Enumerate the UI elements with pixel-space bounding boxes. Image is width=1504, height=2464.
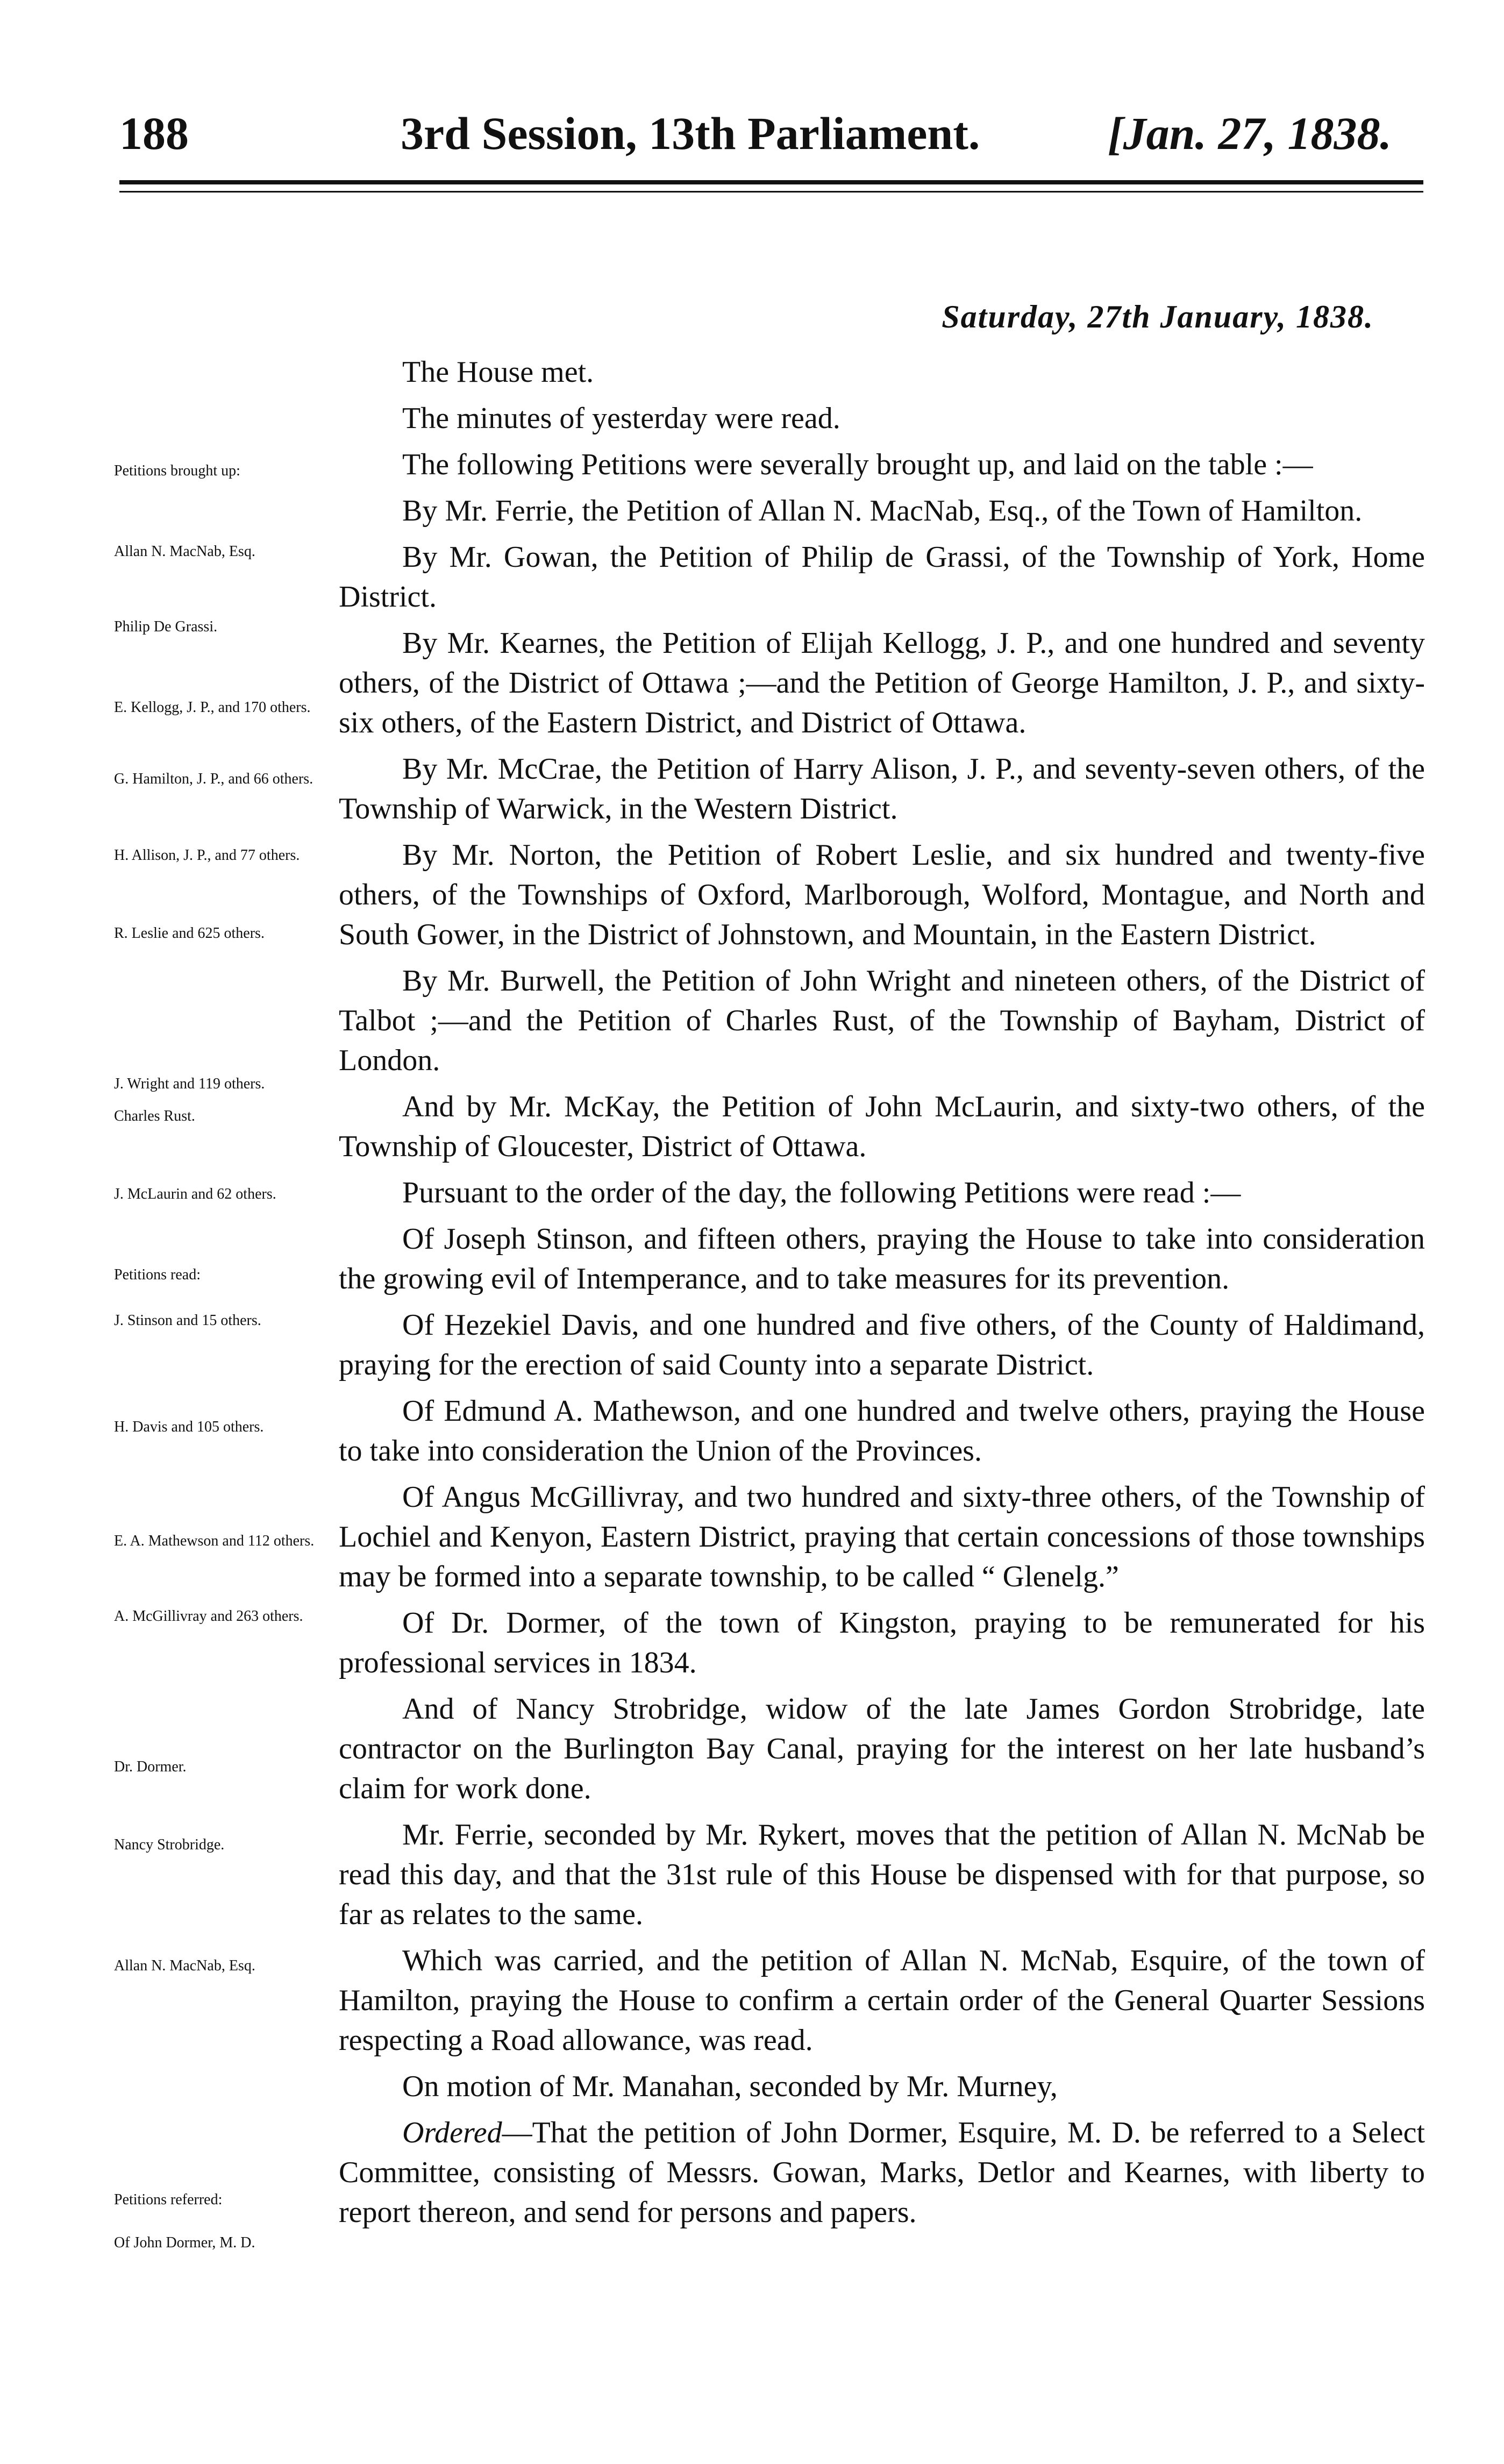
paragraph: Mr. Ferrie, seconded by Mr. Rykert, moves that the petition of Allan N. McNab be read this day, and that the 31st rule of this House be dispensed with for that purpose, so far as relates to the same. bbox=[339, 1818, 1425, 1931]
paragraph: Pursuant to the order of the day, the following Petitions were read :— bbox=[402, 1176, 1241, 1209]
margin-note: Philip De Grassi. bbox=[114, 618, 218, 635]
paragraph: By Mr. Gowan, the Petition of Philip de Grassi, of the Township of York, Home District. bbox=[339, 540, 1425, 614]
paragraph: On motion of Mr. Manahan, seconded by Mr. Murney, bbox=[402, 2070, 1058, 2103]
margin-note: R. Leslie and 625 others. bbox=[114, 925, 265, 942]
sitting-date: Saturday, 27th January, 1838. bbox=[942, 299, 1374, 334]
paragraph: Of Angus McGillivray, and two hundred and sixty-three others, of the Township of Lochiel and Kenyon, Eastern District, praying that certain concessions of those townships may be formed into a separate township, to be called “ Glenelg.” bbox=[339, 1480, 1425, 1593]
paragraph: Of Hezekiel Davis, and one hundred and five others, of the County of Haldimand, praying for the erection of said County into a separate District. bbox=[339, 1308, 1425, 1381]
paragraph: The following Petitions were severally brought up, and laid on the table :— bbox=[402, 448, 1313, 481]
running-header-date: [Jan. 27, 1838. bbox=[1108, 108, 1392, 159]
header-rule-thin bbox=[119, 191, 1423, 193]
margin-note: Allan N. MacNab, Esq. bbox=[114, 1957, 255, 1974]
margin-note: A. McGillivray and 263 others. bbox=[114, 1608, 303, 1625]
margin-note: G. Hamilton, J. P., and 66 others. bbox=[114, 771, 313, 787]
header-rule-thick bbox=[119, 180, 1423, 184]
paragraph: Of Dr. Dormer, of the town of Kingston, praying to be remunerated for his professional services in 1834. bbox=[339, 1606, 1425, 1679]
margin-note: Dr. Dormer. bbox=[114, 1758, 187, 1775]
margin-note: E. A. Mathewson and 112 others. bbox=[114, 1533, 315, 1549]
paragraph: Of Joseph Stinson, and fifteen others, praying the House to take into consideration the growing evil of Intemperance, and to take measures for its prevention. bbox=[339, 1222, 1425, 1295]
margin-note: H. Davis and 105 others. bbox=[114, 1419, 264, 1435]
margin-note: Petitions brought up: bbox=[114, 462, 240, 479]
ordered-lead: Ordered bbox=[402, 2116, 502, 2149]
margin-note: Charles Rust. bbox=[114, 1108, 195, 1124]
margin-note: Nancy Strobridge. bbox=[114, 1836, 225, 1853]
paragraph: By Mr. Burwell, the Petition of John Wright and nineteen others, of the District of Talbot ;—and the Petition of Charles Rust, of the Township of Bayham, District of London. bbox=[339, 964, 1425, 1077]
margin-note: E. Kellogg, J. P., and 170 others. bbox=[114, 699, 311, 716]
page-number: 188 bbox=[119, 108, 189, 159]
paragraph bbox=[339, 2113, 1425, 2232]
margin-note: H. Allison, J. P., and 77 others. bbox=[114, 847, 300, 864]
paragraph: And by Mr. McKay, the Petition of John McLaurin, and sixty-two others, of the Township of Gloucester, District of Ottawa. bbox=[339, 1090, 1425, 1163]
running-header-session: 3rd Session, 13th Parliament. bbox=[401, 108, 980, 159]
paragraph: By Mr. McCrae, the Petition of Harry Alison, J. P., and seventy-seven others, of the Township of Warwick, in the Western District. bbox=[339, 752, 1425, 825]
paragraph: The House met. bbox=[402, 355, 594, 389]
paragraph: By Mr. Ferrie, the Petition of Allan N. MacNab, Esq., of the Town of Hamilton. bbox=[402, 494, 1363, 528]
ordered-text: —That the petition of John Dormer, Esquire, M. D. be referred to a Select Committee, consisting of Messrs. Gowan, Marks, Detlor and Kearnes, with liberty to report thereon, and send for persons and papers. bbox=[339, 2116, 1425, 2229]
paragraph: Which was carried, and the petition of Allan N. McNab, Esquire, of the town of Hamilton, praying the House to confirm a certain order of the General Quarter Sessions respecting a Road allowance, was read. bbox=[339, 1944, 1425, 2057]
paragraph: By Mr. Norton, the Petition of Robert Leslie, and six hundred and twenty-five others, of the Townships of Oxford, Marlborough, Wolford, Montague, and North and South Gower, in the District of Johnstown, and Mountain, in the Eastern District. bbox=[339, 838, 1425, 951]
margin-note: Petitions read: bbox=[114, 1266, 201, 1283]
margin-note: Petitions referred: bbox=[114, 2191, 223, 2208]
paragraph: The minutes of yesterday were read. bbox=[402, 402, 840, 435]
body-text bbox=[339, 352, 1425, 2239]
margin-note: J. Stinson and 15 others. bbox=[114, 1312, 261, 1329]
margin-note: J. McLaurin and 62 others. bbox=[114, 1186, 276, 1202]
paragraph: And of Nancy Strobridge, widow of the late James Gordon Strobridge, late contractor on the Burlington Bay Canal, praying for the interest on her late husband’s claim for work done. bbox=[339, 1692, 1425, 1805]
margin-note: J. Wright and 119 others. bbox=[114, 1076, 265, 1092]
margin-note: Of John Dormer, M. D. bbox=[114, 2234, 255, 2251]
paragraph: By Mr. Kearnes, the Petition of Elijah Kellogg, J. P., and one hundred and seventy others, of the District of Ottawa ;—and the Petition of George Hamilton, J. P., and sixty-six others, of the Eastern District, and District of Ottawa. bbox=[339, 626, 1425, 739]
margin-note: Allan N. MacNab, Esq. bbox=[114, 543, 255, 560]
paragraph: Of Edmund A. Mathewson, and one hundred and twelve others, praying the House to take into consideration the Union of the Provinces. bbox=[339, 1394, 1425, 1468]
